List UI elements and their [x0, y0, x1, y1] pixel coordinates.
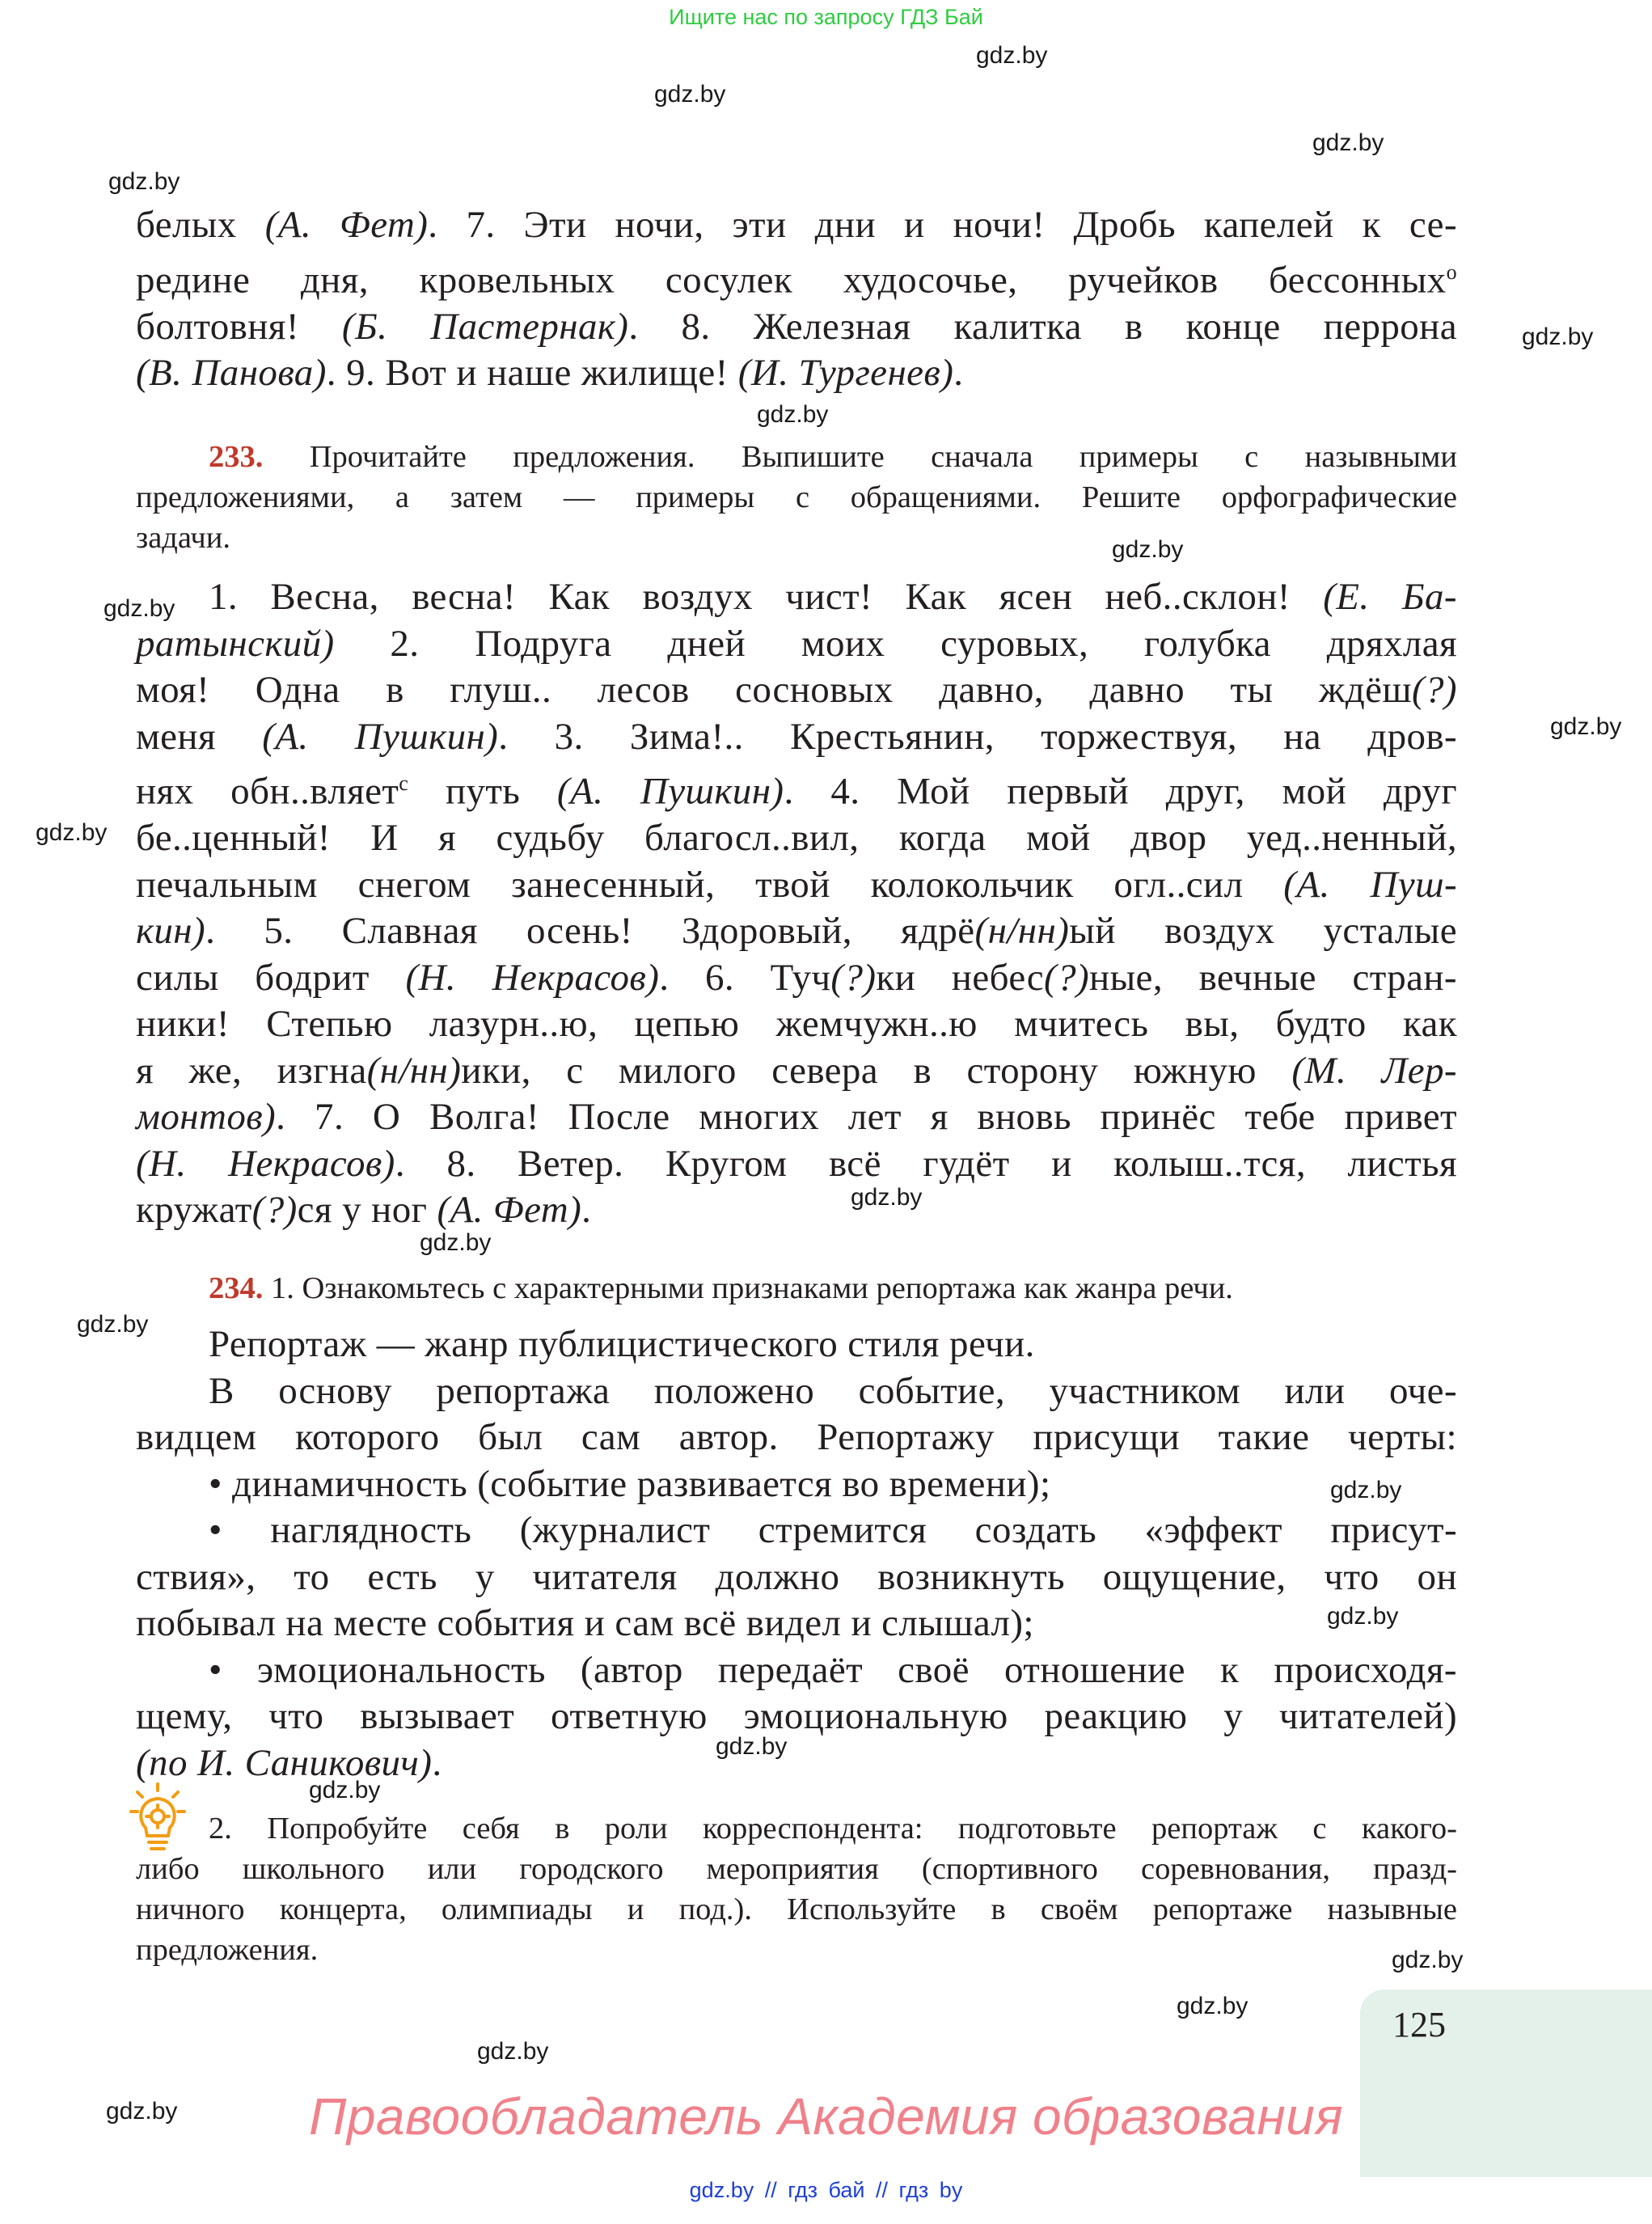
text-line: ники! Степью лазурн..ю, цепью жемчужн..ю мчитесь вы, будто как [136, 1003, 1457, 1046]
text-line: меня (А. Пушкин). 3. Зима!.. Крестьянин, торжествуя, на дров- [136, 715, 1458, 758]
watermark: gdz.by [309, 1777, 381, 1803]
exercise-234-text [136, 1321, 1457, 1786]
separator: // [876, 2178, 889, 2202]
text-line: (В. Панова). 9. Вот и наше жилище! (И. Тургенев). [136, 352, 964, 395]
link-gdz-bai[interactable]: гдз бай [788, 2178, 865, 2202]
text-line: монтов). 7. О Волга! После многих лет я вновь принёс тебе привет [136, 1096, 1457, 1139]
bottom-links [0, 2178, 1652, 2203]
watermark: gdz.by [1312, 129, 1384, 156]
task-line: задачи. [136, 521, 231, 555]
watermark: gdz.by [1392, 1947, 1464, 1973]
text-line: нях обн..вляет$^с$ путь (А. Пушкин). 4. Мой первый друг, мой друг [136, 770, 1458, 813]
task-line: либо школьного или городского мероприятия (спортивного соревнования, празд- [136, 1852, 1457, 1886]
text-line: редине дня, кровельных сосулек худосочье, ручейков бессонных$^о$ [136, 259, 1457, 302]
exercise-233-text [136, 574, 1457, 1234]
text-line: 1. Весна, весна! Как воздух чист! Как ясен неб..склон! (Е. Ба- [209, 576, 1457, 618]
text-line: силы бодрит (Н. Некрасов). 6. Туч(?)ки небес(?)ные, вечные стран- [136, 956, 1457, 999]
text-line: видцем которого был сам автор. Репортажу присущи такие черты: [136, 1416, 1457, 1458]
list-item: • наглядность (журналист стремится создать «эффект присут- [209, 1509, 1457, 1551]
task-line: предложениями, а затем — примеры с обращениями. Решите орфографические [136, 480, 1457, 514]
text-line: ратынский) 2. Подруга дней моих суровых, голубка дряхлая [136, 622, 1457, 665]
text-line: (Н. Некрасов). 8. Ветер. Кругом всё гудёт и колыш..тся, листья [136, 1142, 1457, 1185]
text-line: В основу репортажа положено событие, участником или оче- [209, 1369, 1457, 1412]
text-line: моя! Одна в глуш.. лесов сосновых давно, давно ты ждёш(?) [136, 669, 1457, 711]
watermark: gdz.by [1522, 323, 1594, 350]
watermark: gdz.by [108, 168, 180, 195]
list-item: • динамичность (событие развивается во времени); [209, 1462, 1051, 1505]
text-line: болтовня! (Б. Пастернак). 8. Железная калитка в конце перрона [136, 305, 1457, 348]
text-line: бе..ценный! И я судьбу благосл..вил, когда мой двор уед..ненный, [136, 817, 1457, 860]
watermark: gdz.by [1112, 536, 1184, 563]
link-gdz-by-alt[interactable]: гдз by [898, 2178, 963, 2202]
task-line: 2. Попробуйте себя в роли корреспондента: подготовьте репортаж с какого- [209, 1812, 1457, 1846]
text-line: щему, что вызывает ответную эмоциональную реакцию у читателей) [136, 1695, 1457, 1737]
watermark: gdz.by [1327, 1603, 1399, 1630]
task-line: 233. Прочитайте предложения. Выпишите сначала примеры с назывными [209, 440, 1457, 474]
list-item: • эмоциональность (автор передаёт своё отношение к происходя- [209, 1648, 1457, 1691]
watermark: gdz.by [104, 595, 175, 622]
page-number: 125 [1392, 2005, 1446, 2044]
exercise-233-task [136, 437, 1457, 558]
watermark: gdz.by [420, 1229, 492, 1256]
text-line: кин). 5. Славная осень! Здоровый, ядрё(н/нн)ый воздух усталые [136, 910, 1457, 953]
copyright-holder: Правообладатель Академия образования [308, 2087, 1344, 2146]
exercise-number: 233. [209, 440, 264, 474]
exercise-234-task-2 [136, 1808, 1457, 1970]
watermark: gdz.by [976, 42, 1048, 69]
text-line: побывал на месте события и сам всё видел и слышал); [136, 1602, 1034, 1644]
watermark: gdz.by [757, 401, 829, 428]
task-line: предложения. [136, 1933, 319, 1967]
watermark: gdz.by [106, 2098, 178, 2125]
text-line: кружат(?)ся у ног (А. Фет). [136, 1189, 592, 1232]
text-line: Репортаж — жанр публицистического стиля речи. [209, 1323, 1035, 1365]
task-line: ничного концерта, олимпиады и под.). Используйте в своём репортаже назывные [136, 1892, 1457, 1926]
exercise-234-task [136, 1268, 1457, 1309]
previous-exercise-continuation [136, 202, 1457, 397]
text-line: печальным снегом занесенный, твой колокольчик огл..сил (А. Пуш- [136, 863, 1457, 906]
watermark: gdz.by [36, 819, 108, 846]
watermark: gdz.by [654, 81, 726, 108]
watermark: gdz.by [1330, 1477, 1402, 1503]
text-line: ствия», то есть у читателя должно возникнуть ощущение, что он [136, 1555, 1457, 1598]
watermark: gdz.by [1177, 1993, 1249, 2019]
text-line: я же, изгна(н/нн)ики, с милого севера в сторону южную (М. Лер- [136, 1049, 1457, 1092]
task-line: 234. 1. Ознакомьтесь с характерными признаками репортажа как жанра речи. [209, 1271, 1233, 1305]
link-gdz-by[interactable]: gdz.by [689, 2178, 754, 2202]
exercise-number: 234. [209, 1271, 264, 1305]
watermark: gdz.by [716, 1733, 788, 1760]
text-line: (по И. Саникович). [136, 1741, 442, 1784]
watermark: gdz.by [851, 1184, 923, 1211]
text-line: белых (А. Фет). 7. Эти ночи, эти дни и ночи! Дробь капелей к се- [136, 204, 1457, 246]
separator: // [764, 2178, 777, 2202]
watermark: gdz.by [477, 2038, 549, 2065]
top-banner[interactable]: Ищите нас по запросу ГДЗ Бай [669, 5, 983, 29]
watermark: gdz.by [77, 1311, 149, 1338]
watermark: gdz.by [1550, 713, 1622, 740]
